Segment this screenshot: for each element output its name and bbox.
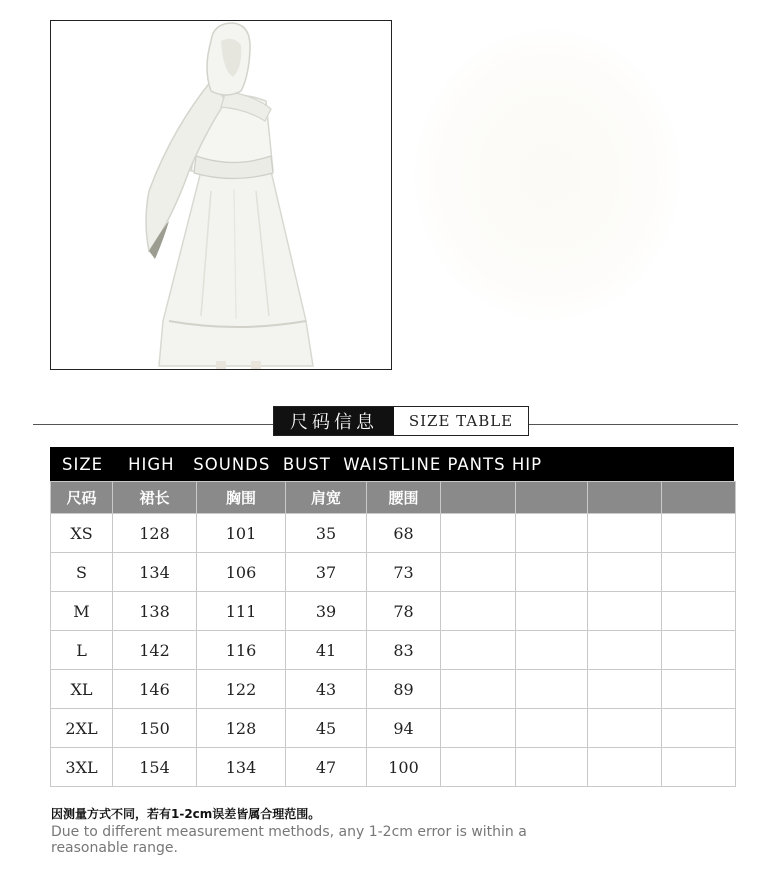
header-sounds: SOUNDS xyxy=(193,454,271,474)
cell-bust: 101 xyxy=(197,514,286,553)
cell-empty xyxy=(588,670,662,709)
cell-waist: 68 xyxy=(367,514,441,553)
header-pants: PANTS xyxy=(447,454,506,474)
measurement-note-english: Due to different measurement methods, any 1-2cm error is within a reasonable range. xyxy=(51,824,527,856)
table-row xyxy=(51,514,736,553)
size-table-title xyxy=(273,406,529,436)
col-header-empty xyxy=(662,482,736,514)
cell-size: M xyxy=(51,592,113,631)
cell-length: 138 xyxy=(113,592,197,631)
header-size: SIZE xyxy=(62,454,104,474)
cell-empty xyxy=(662,631,736,670)
cell-waist: 100 xyxy=(367,748,441,787)
cell-waist: 78 xyxy=(367,592,441,631)
cell-empty xyxy=(662,514,736,553)
size-table xyxy=(50,481,736,787)
cell-empty xyxy=(588,514,662,553)
cell-shoulder: 47 xyxy=(286,748,367,787)
cell-bust: 116 xyxy=(197,631,286,670)
col-header-waist: 腰围 xyxy=(367,482,441,514)
table-row xyxy=(51,592,736,631)
white-hooded-dress-image xyxy=(51,21,391,369)
cell-bust: 106 xyxy=(197,553,286,592)
cell-empty xyxy=(516,553,588,592)
cell-bust: 122 xyxy=(197,670,286,709)
cell-empty xyxy=(662,748,736,787)
col-header-size: 尺码 xyxy=(51,482,113,514)
product-image-frame xyxy=(50,20,392,370)
table-row xyxy=(51,709,736,748)
cell-shoulder: 45 xyxy=(286,709,367,748)
cell-empty xyxy=(441,709,516,748)
table-header-row xyxy=(51,482,736,514)
cell-size: XS xyxy=(51,514,113,553)
table-row xyxy=(51,748,736,787)
cell-shoulder: 35 xyxy=(286,514,367,553)
cell-empty xyxy=(441,514,516,553)
cell-waist: 73 xyxy=(367,553,441,592)
measurement-note-chinese: 因测量方式不同，若有1-2cm误差皆属合理范围。 xyxy=(51,807,321,821)
cell-length: 142 xyxy=(113,631,197,670)
cell-empty xyxy=(516,592,588,631)
cell-empty xyxy=(441,592,516,631)
cell-empty xyxy=(516,670,588,709)
cell-empty xyxy=(441,670,516,709)
cell-empty xyxy=(441,553,516,592)
cell-shoulder: 37 xyxy=(286,553,367,592)
cell-empty xyxy=(588,748,662,787)
col-header-empty xyxy=(588,482,662,514)
col-header-length: 裙长 xyxy=(113,482,197,514)
cell-length: 146 xyxy=(113,670,197,709)
cell-empty xyxy=(662,670,736,709)
table-row xyxy=(51,631,736,670)
cell-waist: 89 xyxy=(367,670,441,709)
cell-empty xyxy=(441,631,516,670)
col-header-shoulder: 肩宽 xyxy=(286,482,367,514)
cell-size: S xyxy=(51,553,113,592)
cell-shoulder: 43 xyxy=(286,670,367,709)
cell-bust: 134 xyxy=(197,748,286,787)
english-header-bar xyxy=(50,447,734,481)
decorative-glow xyxy=(415,30,680,320)
col-header-empty xyxy=(441,482,516,514)
cell-length: 128 xyxy=(113,514,197,553)
cell-length: 150 xyxy=(113,709,197,748)
cell-empty xyxy=(441,748,516,787)
title-english: SIZE TABLE xyxy=(408,412,514,430)
cell-empty xyxy=(662,592,736,631)
cell-waist: 94 xyxy=(367,709,441,748)
title-chinese: 尺码信息 xyxy=(274,407,394,435)
cell-length: 134 xyxy=(113,553,197,592)
cell-shoulder: 41 xyxy=(286,631,367,670)
cell-shoulder: 39 xyxy=(286,592,367,631)
cell-size: 2XL xyxy=(51,709,113,748)
header-waistline: WAISTLINE xyxy=(343,454,442,474)
cell-bust: 111 xyxy=(197,592,286,631)
header-bust: BUST xyxy=(282,454,331,474)
cell-empty xyxy=(516,514,588,553)
col-header-bust: 胸围 xyxy=(197,482,286,514)
cell-empty xyxy=(588,631,662,670)
cell-empty xyxy=(588,553,662,592)
cell-empty xyxy=(516,709,588,748)
table-row xyxy=(51,670,736,709)
header-hip: HIP xyxy=(511,454,543,474)
cell-empty xyxy=(588,592,662,631)
cell-empty xyxy=(588,709,662,748)
cell-size: L xyxy=(51,631,113,670)
cell-size: XL xyxy=(51,670,113,709)
cell-empty xyxy=(516,631,588,670)
cell-size: 3XL xyxy=(51,748,113,787)
cell-bust: 128 xyxy=(197,709,286,748)
cell-empty xyxy=(662,553,736,592)
cell-length: 154 xyxy=(113,748,197,787)
cell-empty xyxy=(516,748,588,787)
table-row xyxy=(51,553,736,592)
header-high: HIGH xyxy=(128,454,175,474)
cell-empty xyxy=(662,709,736,748)
col-header-empty xyxy=(516,482,588,514)
cell-waist: 83 xyxy=(367,631,441,670)
